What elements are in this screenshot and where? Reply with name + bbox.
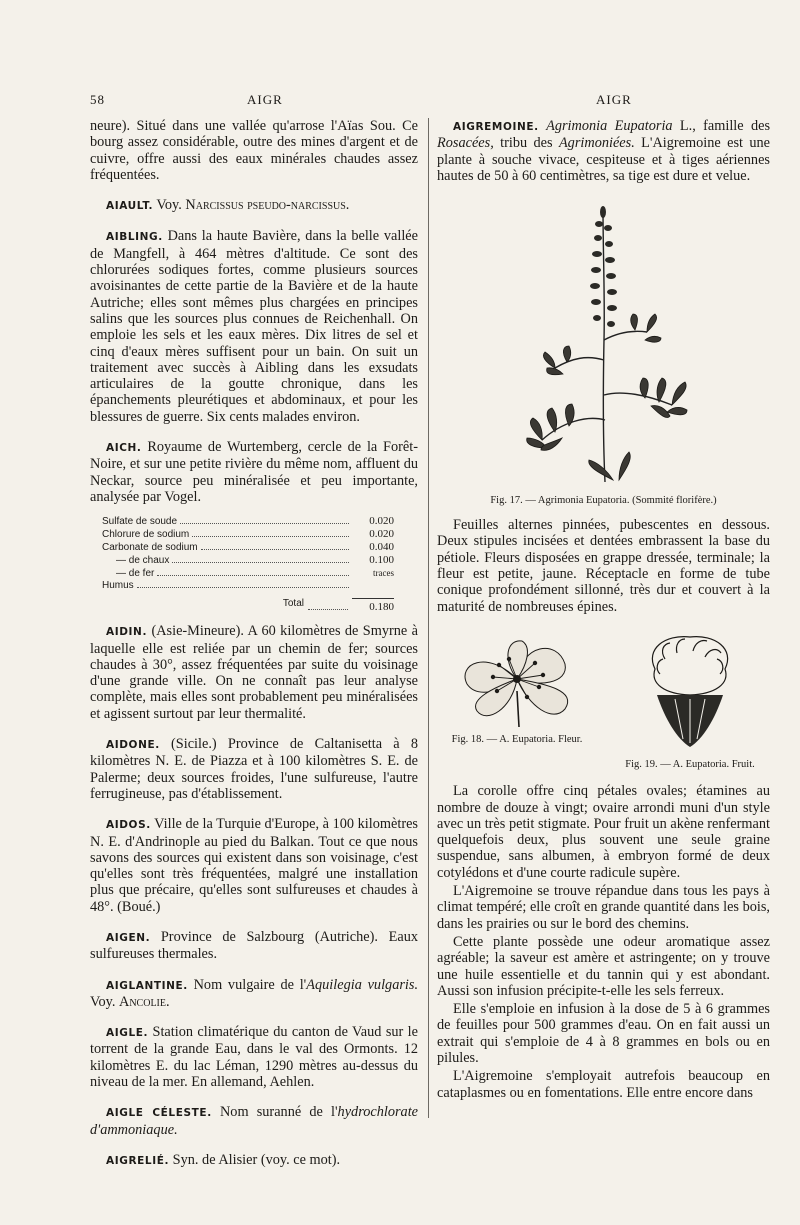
analysis-label: — de chaux xyxy=(116,555,170,567)
leader-dots xyxy=(180,523,349,524)
column-divider xyxy=(428,118,429,1118)
analysis-row xyxy=(102,580,394,592)
description-paragraph: Elle s'emploie en infusion à la dose de 5 à 6 grammes de feuilles pour 500 grammes d'eau. On en fait aussi un extrait qui s'emploie de 4 à 8 grammes en bols ou en pilules. xyxy=(437,1001,770,1067)
entry-continuation: neure). Situé dans une vallée qu'arrose l'Aïas Sou. Ce bourg assez considérable, outre des mines d'argent et de cuivre, offre aussi des eaux minérales chaudes assez fréquentées. xyxy=(90,118,418,183)
latin-name: Agrimonia Eupatoria xyxy=(546,118,673,134)
entry-aigrelie xyxy=(90,1152,418,1169)
leader-dots xyxy=(157,575,349,576)
analysis-value: 0.020 xyxy=(369,515,394,528)
right-column xyxy=(437,118,770,1101)
description-paragraph: La corolle offre cinq pétales ovales; étamines au nombre de douze à vingt; ovaire arrondi muni d'un style avec un très petit stigmate. Pour fruit un akène renfermant quelquefois deux, plus souvent une seule graine suspendue, sans albumen, à embryon formé de deux cotylédons et d'une courte radicule supère. xyxy=(437,783,770,881)
entry-text: Province de Salzbourg (Autriche). Eaux sulfureuses thermales. xyxy=(90,928,418,963)
figure-17 xyxy=(437,190,770,515)
analysis-row xyxy=(102,528,394,541)
entry-text: (Asie-Mineure). A 60 kilomètres de Smyrne à laquelle elle est reliée par un chemin de fer; sources chaudes à 30°, assez fréquentées par suite du voisinage d'une grande ville. On ne connaît pas leur analyse complète, mais elles sont probablement peu minéralisées et agissent surtout par leur thermalité. xyxy=(90,623,419,722)
agrimonia-fruit-illustration xyxy=(635,629,745,754)
headword: AIAULT. xyxy=(106,200,154,213)
description-paragraph: Feuilles alternes pinnées, pubescentes en dessous. Deux stipules incisées et dentées embrassent la base du pétiole. Fleurs disposées en grappe dressée, terminale; la fleur est petite, jaune. Réceptacle en forme de tube conique profondément sillonné, très dur et couvert à la maturité de nombreuses épines. xyxy=(437,517,770,615)
entry-aigle-celeste xyxy=(90,1104,418,1138)
analysis-value: 0.100 xyxy=(369,554,394,567)
analysis-total xyxy=(102,598,394,613)
entry-aibling xyxy=(90,228,418,425)
headword: AIGEN. xyxy=(106,931,151,944)
figure-row xyxy=(437,629,770,771)
entry-text: Royaume de Wurtemberg, cercle de la Forêt-Noire, et sur une petite rivière du même nom, affluent du Neckar, source peu minéralisée et peu importante, analysée par Vogel. xyxy=(90,439,418,505)
figure-caption: Fig. 17. — Agrimonia Eupatoria. (Sommité florifère.) xyxy=(490,495,717,507)
analysis-label: Chlorure de sodium xyxy=(102,529,190,541)
leader-dots xyxy=(201,549,349,550)
entry-text: Nom vulgaire de l' xyxy=(193,976,307,993)
headword: AICH. xyxy=(106,442,142,455)
leader-dots xyxy=(172,562,349,563)
entry-aigle xyxy=(90,1024,418,1090)
chemical-name: hydrochlorate d'ammoniaque. xyxy=(90,1104,419,1138)
running-head xyxy=(0,92,800,110)
analysis-value: traces xyxy=(373,568,394,579)
headword: AIGLANTINE. xyxy=(106,979,188,992)
headword: AIDOS. xyxy=(106,819,151,832)
entry-text: Voy. xyxy=(156,197,182,214)
analysis-value: 0.020 xyxy=(369,528,394,541)
headword: AIGREMOINE. xyxy=(453,121,539,133)
cross-reference: Ancolie. xyxy=(119,993,170,1010)
headword: AIBLING. xyxy=(106,231,163,244)
description-paragraph: L'Aigremoine se trouve répandue dans tous les pays à climat tempéré; elle croît en grande quantité dans les bois, dans les prairies ou sur le bord des chemins. xyxy=(437,883,770,932)
agrimonia-plant-illustration xyxy=(437,190,770,490)
analysis-table xyxy=(102,515,394,613)
analysis-label: Humus xyxy=(102,580,134,592)
latin-name: Aquilegia vulgaris. xyxy=(306,976,419,993)
analysis-row xyxy=(102,554,394,567)
headword: AIGLE CÉLESTE. xyxy=(106,1107,212,1120)
entry-aidin xyxy=(90,623,418,722)
entry-aigen xyxy=(90,929,418,963)
entry-text: Station climatérique du canton de Vaud sur le torrent de la grande Eau, dans le val des Ormonts. 12 kilomètres E. du lac Léman, 1290 mètres au-dessus du niveau de la mer. En allemand, Aehlen. xyxy=(90,1024,418,1091)
analysis-row xyxy=(102,541,394,554)
tribe-name: Agrimoniées. xyxy=(558,135,635,152)
figure-19 xyxy=(610,629,770,771)
entry-aidos xyxy=(90,816,418,915)
entry-aigremoine xyxy=(437,118,770,184)
entry-text: Syn. de Alisier (voy. ce mot). xyxy=(172,1151,341,1168)
analysis-row xyxy=(102,515,394,528)
entry-aiglantine xyxy=(90,977,418,1011)
running-head-left: AIGR xyxy=(247,92,283,107)
entry-text: L'Aigremoine est une plante à souche vivace, cespiteuse et à tiges aériennes hautes de 50 à 60 centimètres, sa tige est dure et velue. xyxy=(437,135,771,184)
family-name: Rosacées, xyxy=(437,135,494,152)
page-number: 58 xyxy=(90,92,105,107)
headword: AIGLE. xyxy=(106,1027,149,1040)
entry-text: Ville de la Turquie d'Europe, à 100 kilomètres N. E. d'Andrinople au pied du Balkan. Tout ce que nous savons des sources qui existent dans son voisinage, c'est qu'elles sont très fréquentées, malgré une installation plus que précaire, qu'elles sont sulfureuses et chaudes à 48°. (Boué.) xyxy=(90,816,418,915)
analysis-label: Sulfate de soude xyxy=(102,516,178,528)
entry-text: tribu des xyxy=(500,135,553,152)
total-label: Total xyxy=(282,598,304,610)
headword: AIDONE. xyxy=(106,739,160,752)
leader-dots xyxy=(192,536,349,537)
analysis-value: 0.040 xyxy=(369,541,394,554)
cross-reference: Narcissus pseudo-narcissus. xyxy=(185,197,350,214)
running-head-right: AIGR xyxy=(596,92,632,107)
entry-text: L., famille des xyxy=(679,118,771,134)
entry-aiault xyxy=(90,197,418,214)
entry-aidone xyxy=(90,736,418,802)
description-paragraph: Cette plante possède une odeur aromatique assez agréable; la saveur est amère et astringente; on y trouve une huile essentielle et du tannin qui y est abondant. Aussi son infusion précipite-t-elle les sels ferreux. xyxy=(437,933,770,999)
analysis-label: Carbonate de sodium xyxy=(102,542,198,554)
entry-text: (Sicile.) Province de Caltanisetta à 8 kilomètres N. E. de Piazza et à 100 kilomètres S. E. de Palerme; deux sources froides, l'une sulfureuse, l'autre ferrugineuse, pas d'établissement. xyxy=(90,736,418,802)
entry-text: Nom suranné de l' xyxy=(219,1104,338,1121)
headword: AIGRELIÉ. xyxy=(106,1154,170,1167)
entry-text: Voy. xyxy=(90,993,116,1010)
analysis-row xyxy=(102,567,394,580)
total-value: 0.180 xyxy=(352,598,394,613)
leader-dots xyxy=(137,587,349,588)
left-column xyxy=(90,118,418,1183)
figure-18 xyxy=(437,629,597,771)
figure-caption: Fig. 19. — A. Eupatoria. Fruit. xyxy=(625,759,755,771)
analysis-label: — de fer xyxy=(116,568,155,580)
entry-aich xyxy=(90,439,418,505)
leader-dots xyxy=(308,598,348,610)
agrimonia-flower-illustration xyxy=(447,629,587,729)
entry-text: Dans la haute Bavière, dans la belle vallée de Mangfell, à 464 mètres d'altitude. Ce sont des chlorurées sodiques fortes, comme plusieurs sources avoisinantes de cette partie de la Bavière et de la haute Autriche; elles sont mêmes plus chargées en principes salins que les sources plus connues de Reichenhall. On emploie les sels et les eaux mères. Dix litres de sel et cinq d'eaux mères suffisent pour un bain. On suit un traitement avec succès à Aibling dans les exsudats articulaires de la goutte chronique, dans les épanchements pleurétiques et abdominaux, et pour les blessures de guerre. Six cents malades environ. xyxy=(90,228,419,425)
description-paragraph: L'Aigremoine s'employait autrefois beaucoup en cataplasmes ou en fomentations. Elle entre encore dans xyxy=(437,1068,770,1101)
figure-caption: Fig. 18. — A. Eupatoria. Fleur. xyxy=(451,734,583,746)
headword: AIDIN. xyxy=(106,626,148,639)
